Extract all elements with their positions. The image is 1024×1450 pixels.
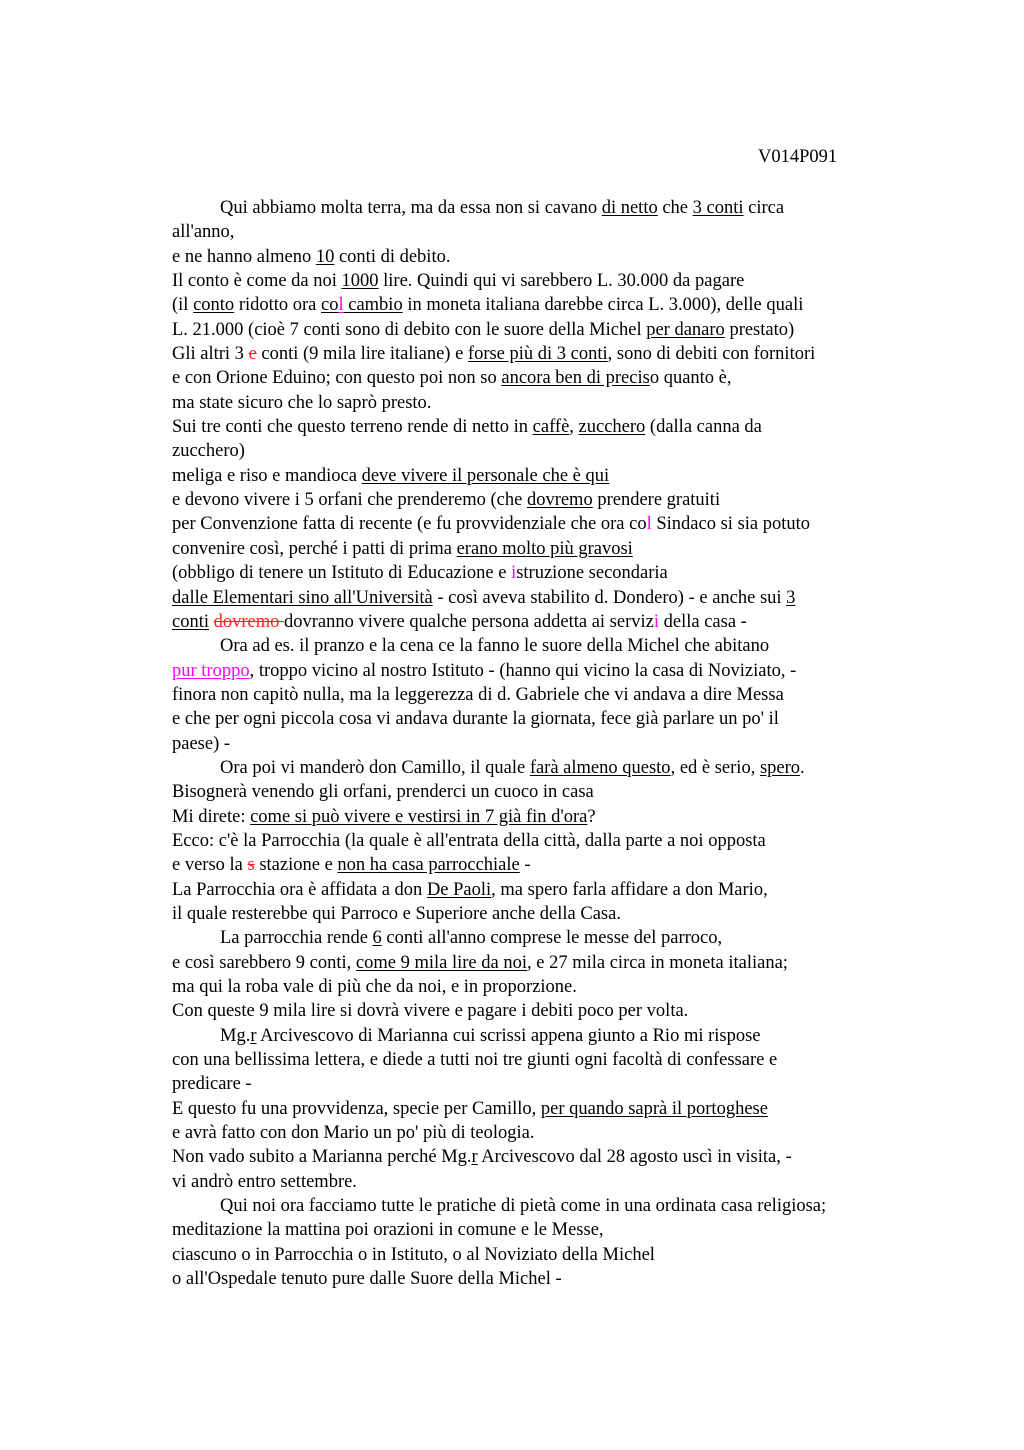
text-run: e così sarebbero 9 conti, <box>172 952 356 973</box>
text-run: zucchero) <box>172 441 245 462</box>
text-line <box>172 999 912 1023</box>
underlined-text: ancora ben di precis <box>501 368 650 389</box>
text-line <box>172 366 912 390</box>
text-run: e ne hanno almeno <box>172 246 316 267</box>
document-reference-code: V014P091 <box>758 147 838 167</box>
underlined-text: zucchero <box>578 417 646 438</box>
text-run: Mg. <box>220 1025 251 1046</box>
underlined-text: forse più di 3 conti <box>467 344 608 365</box>
text-line <box>172 439 912 463</box>
text-run: . <box>800 757 805 778</box>
text-run: prestato) <box>724 319 795 340</box>
text-run: (dalla canna da <box>645 417 762 438</box>
underlined-text: come si può vivere e vestirsi in 7 già fin d'ora <box>250 806 588 827</box>
underlined-text: conto <box>193 295 235 316</box>
underlined-text: dalle Elementari sino all'Università <box>172 587 433 608</box>
underlined-text: non ha casa parrocchiale <box>337 855 520 876</box>
text-run: , ma spero farla affidare a don Mario, <box>491 879 768 900</box>
text-line <box>172 245 912 269</box>
text-line <box>172 1267 912 1291</box>
text-run: dovranno vivere qualche persona addetta ai serviz <box>284 611 654 632</box>
text-line <box>172 561 912 585</box>
text-run: e con Orione Eduino; con questo poi non so <box>172 368 502 389</box>
text-line <box>172 926 912 950</box>
text-line <box>172 415 912 439</box>
text-run: meliga e riso e mandioca <box>172 465 362 486</box>
text-line <box>172 707 912 731</box>
text-run: stazione e <box>254 855 338 876</box>
text-run: e devono vivere i 5 orfani che prenderemo (che <box>172 490 527 511</box>
underlined-text: 1000 <box>341 271 379 292</box>
underlined-text: co <box>321 295 339 316</box>
text-run: circa <box>743 198 785 218</box>
text-run: l <box>646 514 652 535</box>
text-run: Gli altri 3 <box>172 344 249 365</box>
underlined-text: caffè <box>532 417 570 438</box>
struck-text: s <box>247 855 255 876</box>
text-run: con una bellissima lettera, e diede a tutti noi tre giunti ogni facoltà di confessare e <box>172 1050 778 1071</box>
text-run: in moneta italiana darebbe circa L. 3.000), delle quali <box>402 295 804 316</box>
underlined-text: r <box>471 1147 478 1168</box>
text-run: Con queste 9 mila lire si dovrà vivere e pagare i debiti poco per volta. <box>172 1001 689 1022</box>
text-line <box>172 293 912 317</box>
text-run: L. 21.000 (cioè 7 conti sono di debito con le suore della Michel <box>172 319 647 340</box>
text-run: conti all'anno comprese le messe del parroco, <box>381 928 723 949</box>
text-run: Sindaco si sia potuto <box>651 514 811 535</box>
text-run: per Convenzione fatta di recente (e fu provvidenziale che ora co <box>172 514 647 535</box>
text-run: , sono di debiti con fornitori <box>607 344 816 365</box>
text-line <box>172 951 912 975</box>
text-line <box>172 829 912 853</box>
text-line <box>172 1121 912 1145</box>
text-run: predicare - <box>172 1074 252 1095</box>
underlined-text: dovremo <box>526 490 593 511</box>
text-line <box>172 537 912 561</box>
text-run: o all'Ospedale tenuto pure dalle Suore della Michel - <box>172 1269 562 1290</box>
text-run: Ora ad es. il pranzo e la cena ce la fanno le suore della Michel che abitano <box>220 636 770 657</box>
text-run: La parrocchia rende <box>220 928 373 949</box>
underlined-text: farà almeno questo <box>529 757 671 778</box>
text-line <box>172 342 912 366</box>
underlined-text: erano molto più gravosi <box>456 538 633 559</box>
underlined-text: cambio <box>343 295 403 316</box>
text-line <box>172 1218 912 1242</box>
underlined-text: 3 conti <box>692 198 744 218</box>
text-run: Arcivescovo dal 28 agosto uscì in visita, - <box>477 1147 792 1168</box>
struck-text: dovremo <box>213 611 285 632</box>
text-line <box>172 269 912 293</box>
text-line <box>172 878 912 902</box>
text-run: ridotto ora <box>234 295 322 316</box>
text-run: Qui noi ora facciamo tutte le pratiche di pietà come in una ordinata casa religiosa; <box>220 1196 827 1217</box>
underlined-text: di netto <box>601 198 658 218</box>
letter-body <box>172 196 912 1291</box>
underlined-text: r <box>250 1025 257 1046</box>
text-run: finora non capitò nulla, ma la leggerezza di d. Gabriele che vi andava a dire Messa <box>172 684 784 705</box>
text-run: Arcivescovo di Marianna cui scrissi appena giunto a Rio mi rispose <box>256 1025 761 1046</box>
text-run: - così aveva stabilito d. Dondero) - e anche sui <box>432 587 787 608</box>
text-run: ? <box>587 806 596 827</box>
text-line <box>172 391 912 415</box>
underlined-text: deve vivere il personale che è qui <box>361 465 610 486</box>
text-run: , ed è serio, <box>670 757 760 778</box>
underlined-text: pur troppo <box>172 660 250 681</box>
text-run: e verso la <box>172 855 248 876</box>
text-run: meditazione la mattina poi orazioni in comune e le Messe, <box>172 1220 604 1241</box>
text-run: Sui tre conti che questo terreno rende di netto in <box>172 417 533 438</box>
text-line <box>172 318 912 342</box>
text-run: i <box>653 611 659 632</box>
underlined-text: 6 <box>372 928 382 949</box>
text-run: convenire così, perché i patti di prima <box>172 538 457 559</box>
text-line <box>172 1243 912 1267</box>
text-run: La Parrocchia ora è affidata a don <box>172 879 427 900</box>
underlined-text: per quando saprà il portoghese <box>540 1098 768 1119</box>
text-line <box>172 780 912 804</box>
text-run: all'anno, <box>172 222 235 243</box>
text-line <box>172 683 912 707</box>
text-line <box>172 634 912 658</box>
text-run: e avrà fatto con don Mario un po' più di teologia. <box>172 1123 535 1144</box>
text-line <box>172 732 912 756</box>
text-line <box>172 512 912 536</box>
text-line <box>172 902 912 926</box>
text-line <box>172 1145 912 1169</box>
text-run: o quanto è, <box>649 368 732 389</box>
text-run: , <box>569 417 579 438</box>
text-line <box>172 805 912 829</box>
text-run: lire. Quindi qui vi sarebbero L. 30.000 da pagare <box>378 271 745 292</box>
underlined-text: come 9 mila lire da noi <box>355 952 527 973</box>
text-run: paese) - <box>172 733 231 754</box>
text-line <box>172 975 912 999</box>
text-run: , e 27 mila circa in moneta italiana; <box>527 952 788 973</box>
text-run: Ecco: c'è la Parrocchia (la quale è all'entrata della città, dalla parte a noi opposta <box>172 830 766 851</box>
underlined-text: 3 <box>786 587 796 608</box>
struck-text: e <box>248 344 257 365</box>
text-run: i <box>511 563 517 584</box>
text-line <box>172 1170 912 1194</box>
underlined-text: l <box>338 295 344 316</box>
text-line <box>172 220 912 244</box>
text-line <box>172 853 912 877</box>
text-line <box>172 1097 912 1121</box>
text-run: - <box>519 855 531 876</box>
underlined-text: conti <box>172 611 209 632</box>
text-run: e che per ogni piccola cosa vi andava durante la giornata, fece già parlare un po' il <box>172 709 779 730</box>
text-run: , troppo vicino al nostro Istituto - (hanno qui vicino la casa di Noviziato, - <box>249 660 797 681</box>
text-run: ma state sicuro che lo saprò presto. <box>172 392 432 413</box>
text-run: struzione secondaria <box>516 563 668 584</box>
text-line <box>172 610 912 634</box>
text-line <box>172 586 912 610</box>
text-run: vi andrò entro settembre. <box>172 1171 357 1192</box>
text-run: il quale resterebbe qui Parroco e Superiore anche della Casa. <box>172 903 621 924</box>
text-line <box>172 196 912 220</box>
text-run: ma qui la roba vale di più che da noi, e in proporzione. <box>172 977 577 997</box>
text-run: E questo fu una provvidenza, specie per Camillo, <box>172 1098 541 1119</box>
text-run: conti di debito. <box>334 246 451 267</box>
text-run: (il <box>172 295 194 316</box>
underlined-text: spero <box>759 757 801 778</box>
text-run: conti (9 mila lire italiane) e <box>256 344 468 365</box>
text-line <box>172 756 912 780</box>
text-line <box>172 1072 912 1096</box>
underlined-text: De Paoli <box>426 879 492 900</box>
text-run: Qui abbiamo molta terra, ma da essa non si cavano <box>220 198 602 218</box>
text-run: ciascuno o in Parrocchia o in Istituto, o al Noviziato della Michel <box>172 1244 655 1265</box>
text-line <box>172 464 912 488</box>
text-run: Bisognerà venendo gli orfani, prenderci un cuoco in casa <box>172 782 594 803</box>
text-run: Ora poi vi manderò don Camillo, il quale <box>220 757 530 778</box>
text-run: Il conto è come da noi <box>172 271 342 292</box>
text-line <box>172 1024 912 1048</box>
underlined-text: 10 <box>315 246 335 267</box>
text-run: Mi direte: <box>172 806 251 827</box>
text-run: Non vado subito a Marianna perché Mg. <box>172 1147 472 1168</box>
text-run: prendere gratuiti <box>592 490 721 511</box>
text-line <box>172 659 912 683</box>
text-line <box>172 1194 912 1218</box>
text-run: della casa - <box>659 611 747 632</box>
underlined-text: per danaro <box>646 319 725 340</box>
text-run: che <box>657 198 693 218</box>
text-line <box>172 488 912 512</box>
text-run: (obbligo di tenere un Istituto di Educazione e <box>172 563 512 584</box>
text-line <box>172 1048 912 1072</box>
